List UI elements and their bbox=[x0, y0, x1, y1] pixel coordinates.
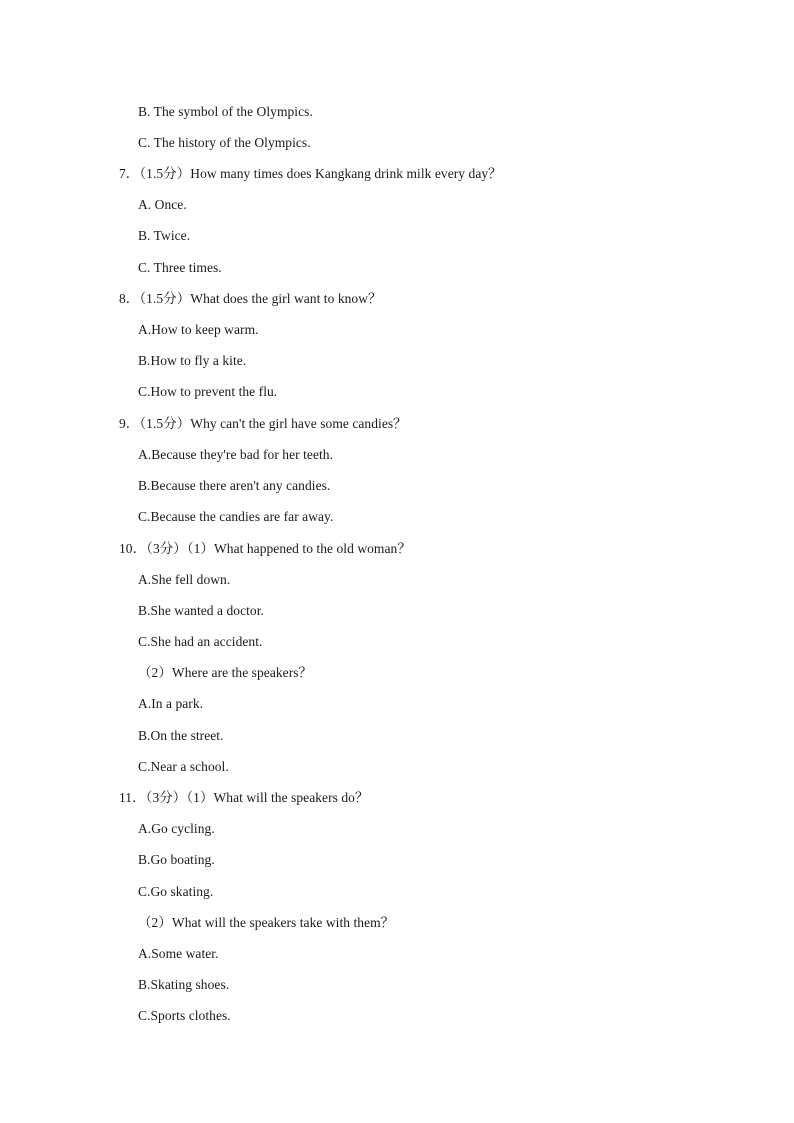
q9-option-a: A.Because they're bad for her teeth. bbox=[138, 447, 334, 462]
q6-option-c: C. The history of the Olympics. bbox=[138, 135, 311, 150]
q9-stem: 9．（1.5分）Why can't the girl have some candies？ bbox=[119, 416, 407, 431]
q7-option-b: B. Twice. bbox=[138, 228, 191, 243]
q7-option-a: A. Once. bbox=[138, 197, 187, 212]
q10-1-option-a: A.She fell down. bbox=[138, 572, 231, 587]
q7-option-c: C. Three times. bbox=[138, 260, 222, 275]
q10-1-option-b: B.She wanted a doctor. bbox=[138, 603, 264, 618]
q9-option-c: C.Because the candies are far away. bbox=[138, 509, 334, 524]
q11-1-option-a: A.Go cycling. bbox=[138, 821, 215, 836]
q8-option-c: C.How to prevent the flu. bbox=[138, 384, 278, 399]
q10-2-option-c: C.Near a school. bbox=[138, 759, 229, 774]
q11-2-option-c: C.Sports clothes. bbox=[138, 1008, 231, 1023]
q7-stem: 7．（1.5分）How many times does Kangkang drink milk every day？ bbox=[119, 166, 502, 181]
q11-1-option-b: B.Go boating. bbox=[138, 852, 215, 867]
q10-1-option-c: C.She had an accident. bbox=[138, 634, 263, 649]
q10-2-option-b: B.On the street. bbox=[138, 728, 224, 743]
q9-option-b: B.Because there aren't any candies. bbox=[138, 478, 331, 493]
q8-option-a: A.How to keep warm. bbox=[138, 322, 259, 337]
q8-stem: 8．（1.5分）What does the girl want to know？ bbox=[119, 291, 382, 306]
q11-2-option-a: A.Some water. bbox=[138, 946, 219, 961]
q11-1-option-c: C.Go skating. bbox=[138, 884, 214, 899]
q8-option-b: B.How to fly a kite. bbox=[138, 353, 247, 368]
q11-2-stem: （2）What will the speakers take with them？ bbox=[138, 915, 395, 930]
q11-stem: 11．（3分）（1）What will the speakers do？ bbox=[119, 790, 369, 805]
q6-option-b: B. The symbol of the Olympics. bbox=[138, 104, 313, 119]
q10-2-stem: （2）Where are the speakers？ bbox=[138, 665, 313, 680]
q10-2-option-a: A.In a park. bbox=[138, 696, 204, 711]
q10-stem: 10．（3分）（1）What happened to the old woman？ bbox=[119, 541, 411, 556]
q11-2-option-b: B.Skating shoes. bbox=[138, 977, 230, 992]
